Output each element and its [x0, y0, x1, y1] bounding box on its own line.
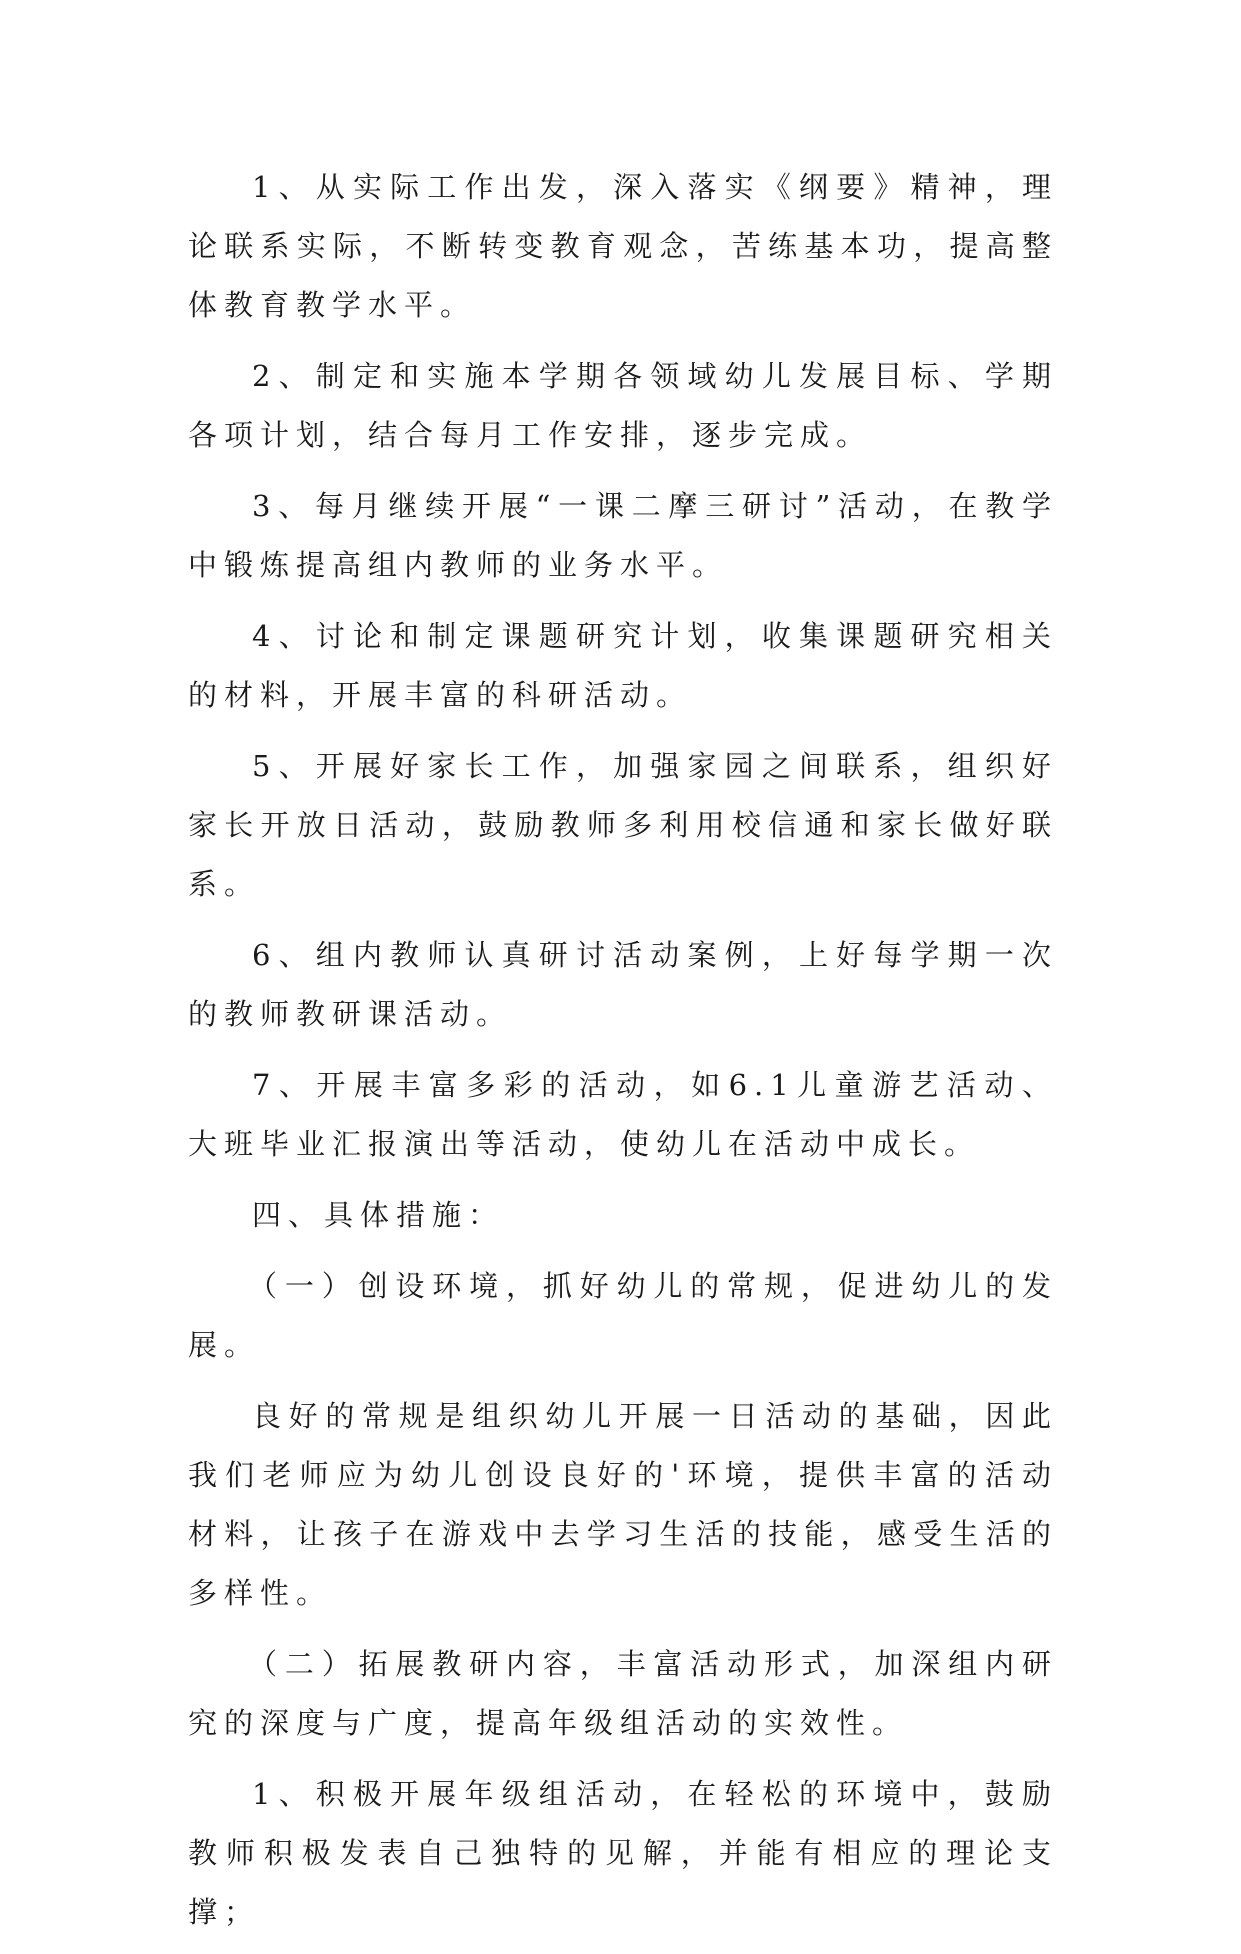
paragraph-goal-1: 1、从实际工作出发，深入落实《纲要》精神，理论联系实际，不断转变教育观念，苦练基本功，提高整体教育教学水平。 [188, 170, 1058, 322]
paragraph-goal-2: 2、制定和实施本学期各领域幼儿发展目标、学期各项计划，结合每月工作安排，逐步完成。 [188, 359, 1058, 452]
subheading-research: （二）拓展教研内容，丰富活动形式，加深组内研究的深度与广度，提高年级组活动的实效性。 [188, 1647, 1058, 1740]
paragraph-goal-6: 6、组内教师认真研讨活动案例，上好每学期一次的教师教研课活动。 [188, 938, 1058, 1031]
document-page [188, 158, 1058, 1954]
paragraph-goal-7: 7、开展丰富多彩的活动，如6.1儿童游艺活动、大班毕业汇报演出等活动，使幼儿在活动中成长。 [188, 1068, 1058, 1161]
paragraph-routine: 良好的常规是组织幼儿开展一日活动的基础，因此我们老师应为幼儿创设良好的'环境，提供丰富的活动材料，让孩子在游戏中去学习生活的技能，感受生活的多样性。 [188, 1399, 1058, 1610]
section-heading-measures: 四、具体措施： [252, 1198, 505, 1232]
paragraph-goal-5: 5、开展好家长工作，加强家园之间联系，组织好家长开放日活动，鼓励教师多利用校信通和家长做好联系。 [188, 749, 1058, 901]
subheading-environment: （一）创设环境，抓好幼儿的常规，促进幼儿的发展。 [188, 1269, 1058, 1362]
paragraph-measure-1: 1、积极开展年级组活动，在轻松的环境中，鼓励教师积极发表自己独特的见解，并能有相应的理论支撑； [188, 1777, 1058, 1929]
paragraph-goal-4: 4、讨论和制定课题研究计划，收集课题研究相关的材料，开展丰富的科研活动。 [188, 619, 1058, 712]
paragraph-goal-3: 3、每月继续开展“一课二摩三研讨”活动，在教学中锻炼提高组内教师的业务水平。 [188, 489, 1058, 582]
